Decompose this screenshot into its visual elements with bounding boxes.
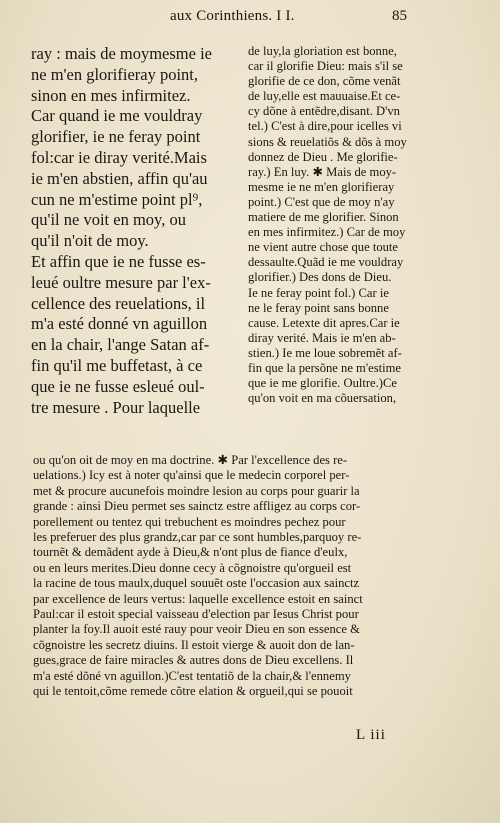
commentary-line: cause. Letexte dit apres.Car ie <box>248 315 400 330</box>
commentary-line: Paul:car il estoit special vaisseau d'election par Iesus Christ pour <box>33 607 359 622</box>
commentary-line: cõgnoistre les secretz diuins. Il estoit vierge & auoit don de lan- <box>33 637 355 652</box>
commentary-line: de luy,elle est mauuaise.Et ce- <box>248 89 401 104</box>
commentary-line: cy dõne à entẽdre,disant. D'vn <box>248 104 400 119</box>
commentary-line: diray verité. Mais ie m'en ab- <box>248 330 396 345</box>
commentary-line: glorifier.) Des dons de Dieu. <box>248 270 392 285</box>
text-line: cellence des reuelations, il <box>31 293 206 313</box>
text-line: ray : mais de moymesme ie <box>31 44 212 63</box>
commentary-line: gues,grace de faire miracles & autres dons de Dieu excellens. Il <box>33 653 354 668</box>
commentary-line: fin que la persõne ne m'estime <box>248 360 401 375</box>
commentary-line: ne vient autre chose que toute <box>248 240 399 255</box>
text-line: en la chair, l'ange Satan af- <box>31 335 210 355</box>
commentary-line: car il glorifie Dieu: mais s'il se <box>248 59 403 74</box>
commentary-line: ou qu'on oit de moy en ma doctrine. ✱ Par l'excellence des re- <box>33 453 348 467</box>
text-line: ie m'en abstien, affin qu'au <box>31 168 208 188</box>
full-width-commentary <box>33 453 473 700</box>
commentary-line: met & procure aucunefois moindre lesion au corps pour guarir la <box>33 483 360 498</box>
text-line: m'a esté donné vn aguillon <box>31 314 208 334</box>
commentary-line: les preferuer des plus grandz,car par ce sont humbles,parquoy re- <box>33 530 362 545</box>
text-line: qu'il ne voit en moy, ou <box>31 210 186 230</box>
commentary-line: la racine de tous maulx,duquel souuẽt oste l'occasion aux sainctz <box>33 576 360 591</box>
commentary-line: qui le tentoit,cõme remede cõtre elation & orgueil,qui se pouoit <box>33 684 353 699</box>
page-number: 85 <box>392 8 407 24</box>
commentary-line: glorifie de ce don, cõme venãt <box>248 74 401 89</box>
commentary-line: uelations.) Icy est à noter qu'ainsi que le medecin corporel per- <box>33 468 350 483</box>
commentary-line: point.) C'est que de moy n'ay <box>248 194 395 209</box>
commentary-line: tel.) C'est à dire,pour icelles vi <box>248 119 402 134</box>
text-line: qu'il n'oit de moy. <box>31 231 149 251</box>
text-line: glorifier, ie ne feray point <box>31 127 201 147</box>
commentary-line: porellement ou tentez qui trebuchent es moindres pechez pour <box>33 514 346 529</box>
commentary-line: planter la foy.Il auoit esté rauy pour veoir Dieu en son essence & <box>33 622 360 637</box>
text-line: fol:car ie diray verité.Mais <box>31 147 207 167</box>
commentary-line: stien.) Ie me loue sobremẽt af- <box>248 345 402 360</box>
page-header <box>0 6 500 28</box>
main-text-column <box>31 44 239 418</box>
commentary-line: Ie ne feray point fol.) Car ie <box>248 285 389 300</box>
commentary-line: m'a esté dõné vn aguillon.)C'est tentatiõ de la chair,& l'ennemy <box>33 668 351 683</box>
commentary-line: donnez de Dieu . Me glorifie- <box>248 149 398 164</box>
commentary-line: ne le feray point sans bonne <box>248 300 389 315</box>
text-line: tre mesure . Pour laquelle <box>31 397 201 417</box>
commentary-line: ou en leurs merites.Dieu donne cecy à cõgnoistre qu'orgueil est <box>33 560 352 575</box>
commentary-line: en mes infirmitez.) Car de moy <box>248 225 406 240</box>
commentary-line: matiere de me glorifier. Sinon <box>248 210 399 225</box>
commentary-line: par excellence de leurs vertus: laquelle excellence estoit en sainct <box>33 591 363 606</box>
running-title: aux Corinthiens. I I. <box>170 8 295 24</box>
text-line: ne m'en glorifieray point, <box>31 64 199 84</box>
commentary-line: que ie me glorifie. Oultre.)Ce <box>248 376 397 391</box>
text-line: sinon en mes infirmitez. <box>31 85 191 105</box>
text-line: fin qu'il me buffetast, à ce <box>31 355 203 375</box>
commentary-line: ray.) En luy. ✱ Mais de moy- <box>248 164 397 179</box>
text-line: leué oultre mesure par l'ex- <box>31 272 211 292</box>
signature-mark: L iii <box>356 727 386 743</box>
commentary-line: grande : ainsi Dieu permet ses sainctz estre affligez au corps cor- <box>33 499 361 514</box>
text-line: Car quand ie me vouldray <box>31 106 203 126</box>
commentary-column <box>248 44 470 406</box>
text-line: cun ne m'estime point pl⁹, <box>31 189 203 209</box>
commentary-line: qu'on voit en ma cõuersation, <box>248 391 397 406</box>
text-line: que ie ne fusse esleué oul- <box>31 376 205 396</box>
commentary-line: dessaulte.Quãd ie me vouldray <box>248 255 404 270</box>
commentary-line: sions & reuelatiõs & dõs à moy <box>248 134 407 149</box>
commentary-line: mesme ie ne m'en glorifieray <box>248 179 395 194</box>
commentary-line: tournẽt & demãdent ayde à Dieu,& n'ont plus de fiance d'eulx, <box>33 545 348 560</box>
text-line: Et affin que ie ne fusse es- <box>31 251 206 271</box>
commentary-line: de luy,la gloriation est bonne, <box>248 44 397 58</box>
